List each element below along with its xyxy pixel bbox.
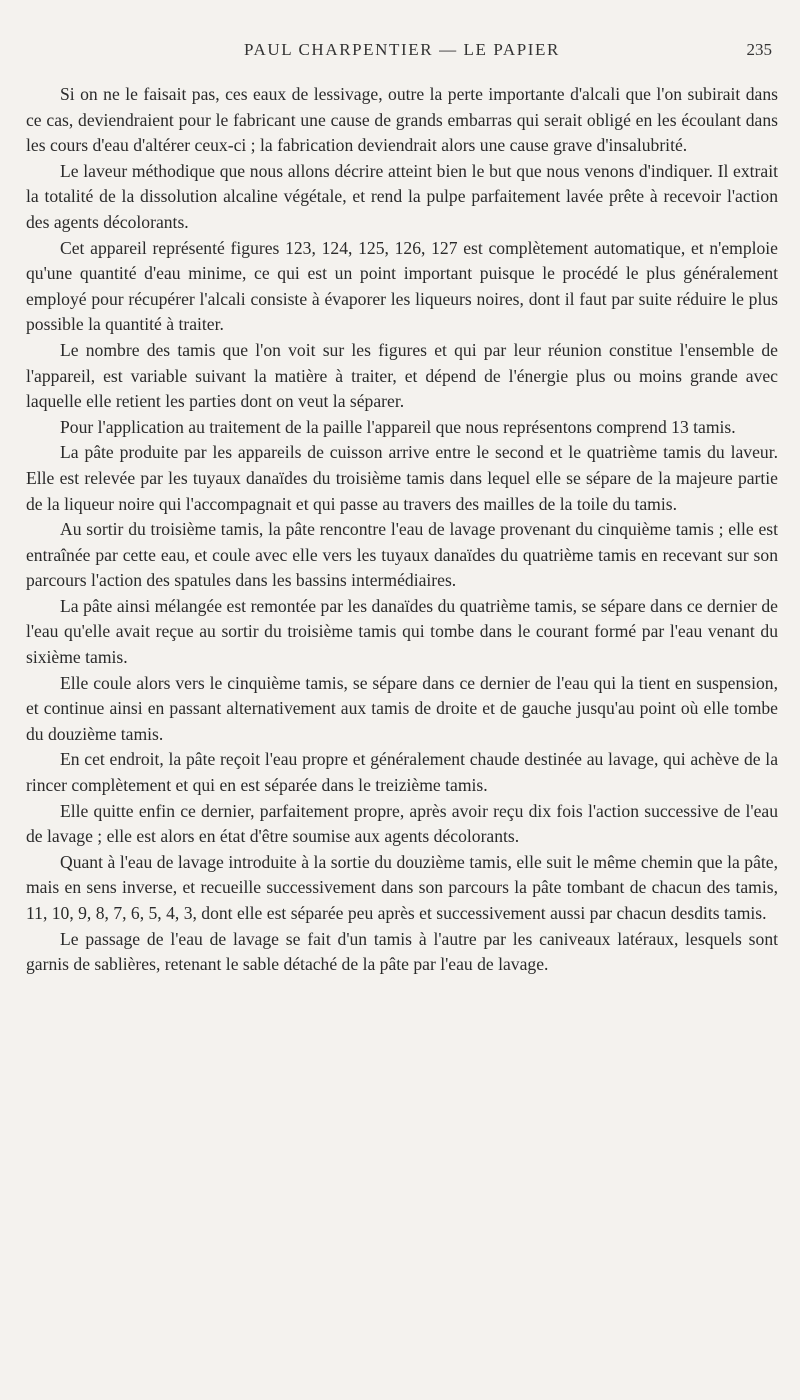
page-header: [26, 36, 778, 70]
running-head: PAUL CHARPENTIER — LE PAPIER: [244, 40, 560, 59]
paragraph: Elle coule alors vers le cinquième tamis, se sépare dans ce dernier de l'eau qui la tient en suspension, et continue ainsi en passant alternativement aux tamis de droite et de gauche jusqu'au point où elle tombe du douzième tamis.: [26, 672, 778, 744]
page-number: 235: [746, 40, 772, 59]
body-text: [26, 82, 778, 978]
paragraph: Au sortir du troisième tamis, la pâte rencontre l'eau de lavage provenant du cinquième tamis ; elle est entraînée par cette eau, et coule avec elle vers les tuyaux danaïdes du quatrième tamis en recevant sur son parcours l'action des spatules dans les bassins intermédiaires.: [26, 519, 778, 591]
paragraph: La pâte ainsi mélangée est remontée par les danaïdes du quatrième tamis, se sépare dans ce dernier de l'eau qu'elle avait reçue au sortir du troisième tamis qui tombe dans le courant formé par l'eau venant du sixième tamis.: [26, 595, 778, 668]
paragraph: Le laveur méthodique que nous allons décrire atteint bien le but que nous venons d'indiquer. Il extrait la totalité de la dissolution alcaline végétale, et rend la pulpe parfaitement lavée prête à recevoir l'action des agents décolorants.: [26, 160, 778, 232]
paragraph: En cet endroit, la pâte reçoit l'eau propre et généralement chaude destinée au lavage, qui achève de la rincer complètement et qui en est séparée dans le treizième tamis.: [26, 749, 778, 796]
paragraph: La pâte produite par les appareils de cuisson arrive entre le second et le quatrième tamis du laveur. Elle est relevée par les tuyaux danaïdes du troisième tamis dans lequel elle se sépare de la majeure partie de la liqueur noire qui l'accompagnait et qui passe au travers des mailles de la toile du tamis.: [26, 442, 778, 514]
paragraph: Si on ne le faisait pas, ces eaux de lessivage, outre la perte importante d'alcali que l'on subirait dans ce cas, deviendraient pour le fabricant une cause de grands embarras qui serait obligé en les écoulant dans les cours d'eau d'altérer ceux-ci ; la fabrication deviendrait alors une cause grave d'insalubrité.: [26, 84, 778, 156]
paragraph: Cet appareil représenté figures 123, 124, 125, 126, 127 est complètement automatique, et n'emploie qu'une quantité d'eau minime, ce qui est un point important puisque le procédé le plus généralement employé pour récupérer l'alcali consiste à évaporer les liqueurs noires, dont il faut par suite réduire le plus possible la quantité à traiter.: [26, 237, 778, 335]
paragraph: Elle quitte enfin ce dernier, parfaitement propre, après avoir reçu dix fois l'action successive de l'eau de lavage ; elle est alors en état d'être soumise aux agents décolorants.: [26, 800, 778, 847]
paragraph: Quant à l'eau de lavage introduite à la sortie du douzième tamis, elle suit le même chemin que la pâte, mais en sens inverse, et recueille successivement dans son parcours la pâte tombant de chacun des tamis, 11, 10, 9, 8, 7, 6, 5, 4, 3, dont elle est séparée peu après et successivement aussi par chacun desdits tamis.: [26, 851, 778, 923]
paragraph: Le nombre des tamis que l'on voit sur les figures et qui par leur réunion constitue l'ensemble de l'appareil, est variable suivant la matière à traiter, et dépend de l'énergie plus ou moins grande avec laquelle elle retient les parties dont on veut la séparer.: [26, 339, 778, 412]
paragraph: Pour l'application au traitement de la paille l'appareil que nous représentons comprend 13 tamis.: [60, 416, 736, 437]
paragraph: Le passage de l'eau de lavage se fait d'un tamis à l'autre par les caniveaux latéraux, lesquels sont garnis de sablières, retenant le sable détaché de la pâte par l'eau de lavage.: [26, 928, 778, 975]
